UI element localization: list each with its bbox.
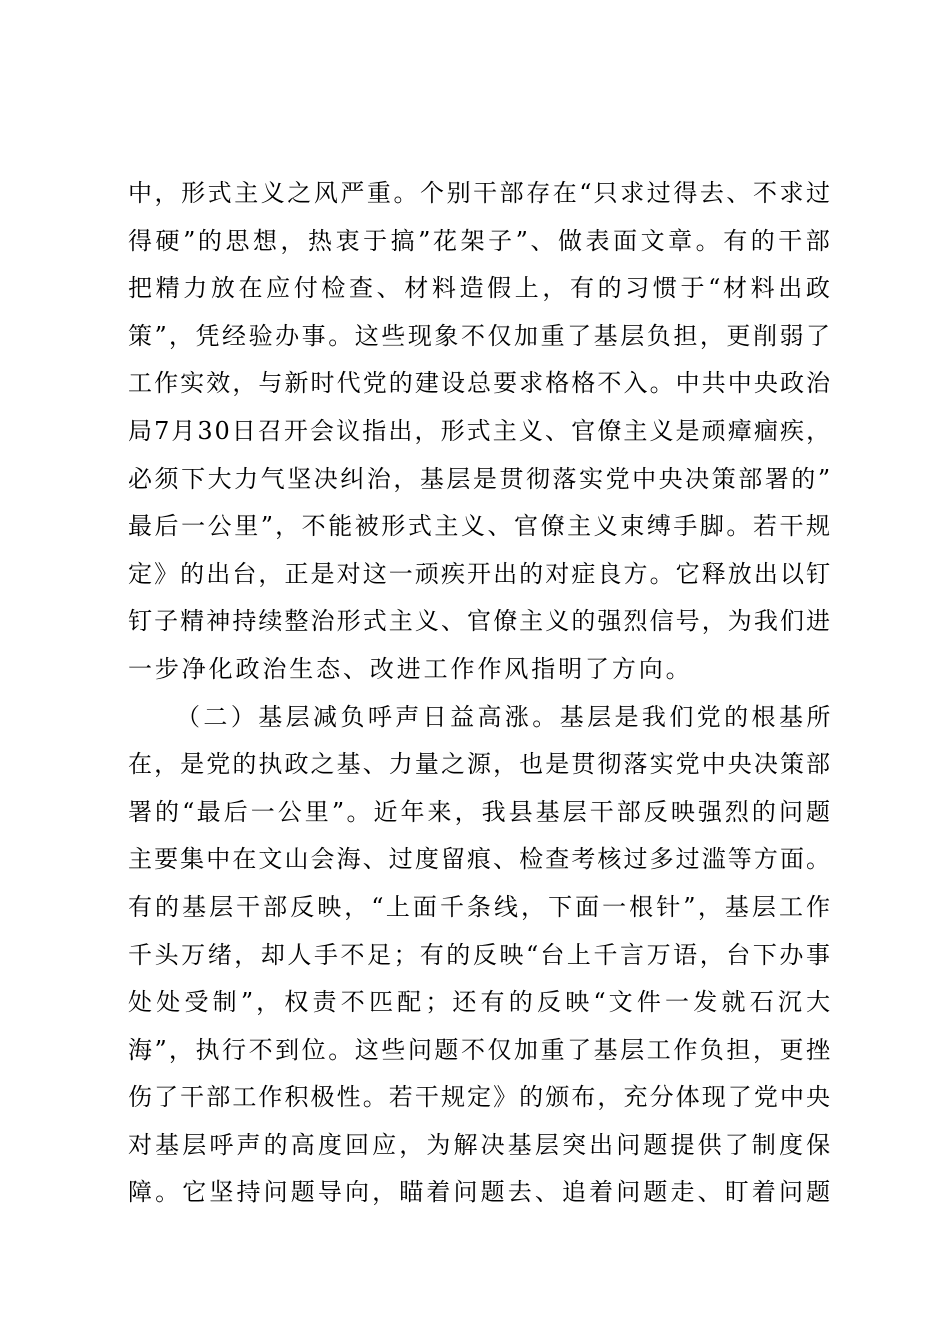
text-line: 得 硬 ” 的 思 想 ， 热 衷 于 搞 ” 花 架 子 ” 、 做 表 面 文 章 。 有 的 干 部 (128, 226, 830, 255)
paragraph-last-line: 一步净化政治生态、改进工作作风指明了方向。 (128, 654, 693, 683)
text-line: 局 7 月 3 0 日 召 开 会 议 指 出 ， 形 式 主 义 、 官 僚 主 义 是 顽 瘴 痼 疾 ， (128, 416, 830, 445)
text-line: 定 》 的 出 台 ， 正 是 对 这 一 顽 疾 开 出 的 对 症 良 方 。 它 释 放 出 以 钉 (128, 559, 830, 588)
section-heading-line: （ 二 ） 基 层 减 负 呼 声 日 益 高 涨 。 基 层 是 我 们 党 的 根 基 所 (176, 702, 830, 731)
text-line: 中 ， 形 式 主 义 之 风 严 重 。 个 别 干 部 存 在 “ 只 求 过 得 去 、 不 求 过 (128, 179, 830, 207)
document-body (128, 170, 830, 1217)
text-line: 障 。 它 坚 持 问 题 导 向 ， 瞄 着 问 题 去 、 追 着 问 题 走 、 盯 着 问 题 (128, 1178, 830, 1207)
text-line: 策 ” ， 凭 经 验 办 事 。 这 些 现 象 不 仅 加 重 了 基 层 负 担 ， 更 削 弱 了 (128, 321, 830, 350)
text-line: 对 基 层 呼 声 的 高 度 回 应 ， 为 解 决 基 层 突 出 问 题 提 供 了 制 度 保 (128, 1130, 830, 1159)
text-line: 海 ” ， 执 行 不 到 位 。 这 些 问 题 不 仅 加 重 了 基 层 工 作 负 担 ， 更 挫 (128, 1035, 830, 1064)
text-line: 把 精 力 放 在 应 付 检 查 、 材 料 造 假 上 ， 有 的 习 惯 于 “ 材 料 出 政 (128, 274, 830, 303)
text-line: 有 的 基 层 干 部 反 映 ， “ 上 面 千 条 线 ， 下 面 一 根 针 ” ， 基 层 工 作 (128, 892, 830, 921)
text-line: 处 处 受 制 ” ， 权 责 不 匹 配 ； 还 有 的 反 映 “ 文 件 一 发 就 石 沉 大 (128, 988, 830, 1017)
text-line: 千 头 万 绪 ， 却 人 手 不 足 ； 有 的 反 映 “ 台 上 千 言 万 语 ， 台 下 办 事 (128, 940, 830, 969)
text-line: 最 后 一 公 里 ” ， 不 能 被 形 式 主 义 、 官 僚 主 义 束 缚 手 脚 。 若 干 规 (128, 512, 830, 541)
text-line: 工 作 实 效 ， 与 新 时 代 党 的 建 设 总 要 求 格 格 不 入 。 中 共 中 央 政 治 (128, 369, 830, 398)
text-line: 必 须 下 大 力 气 坚 决 纠 治 ， 基 层 是 贯 彻 落 实 党 中 央 决 策 部 署 的 ” (128, 464, 830, 493)
text-line: 钉 子 精 神 持 续 整 治 形 式 主 义 、 官 僚 主 义 的 强 烈 信 号 ， 为 我 们 进 (128, 607, 830, 636)
text-line: 署 的 “ 最 后 一 公 里 ” 。 近 年 来 ， 我 县 基 层 干 部 反 映 强 烈 的 问 题 (128, 797, 830, 826)
text-line: 主 要 集 中 在 文 山 会 海 、 过 度 留 痕 、 检 查 考 核 过 多 过 滥 等 方 面 。 (128, 845, 830, 874)
text-line: 在 ， 是 党 的 执 政 之 基 、 力 量 之 源 ， 也 是 贯 彻 落 实 党 中 央 决 策 部 (128, 750, 830, 779)
text-line: 伤 了 干 部 工 作 积 极 性 。 若 干 规 定 》 的 颁 布 ， 充 分 体 现 了 党 中 央 (128, 1083, 830, 1112)
